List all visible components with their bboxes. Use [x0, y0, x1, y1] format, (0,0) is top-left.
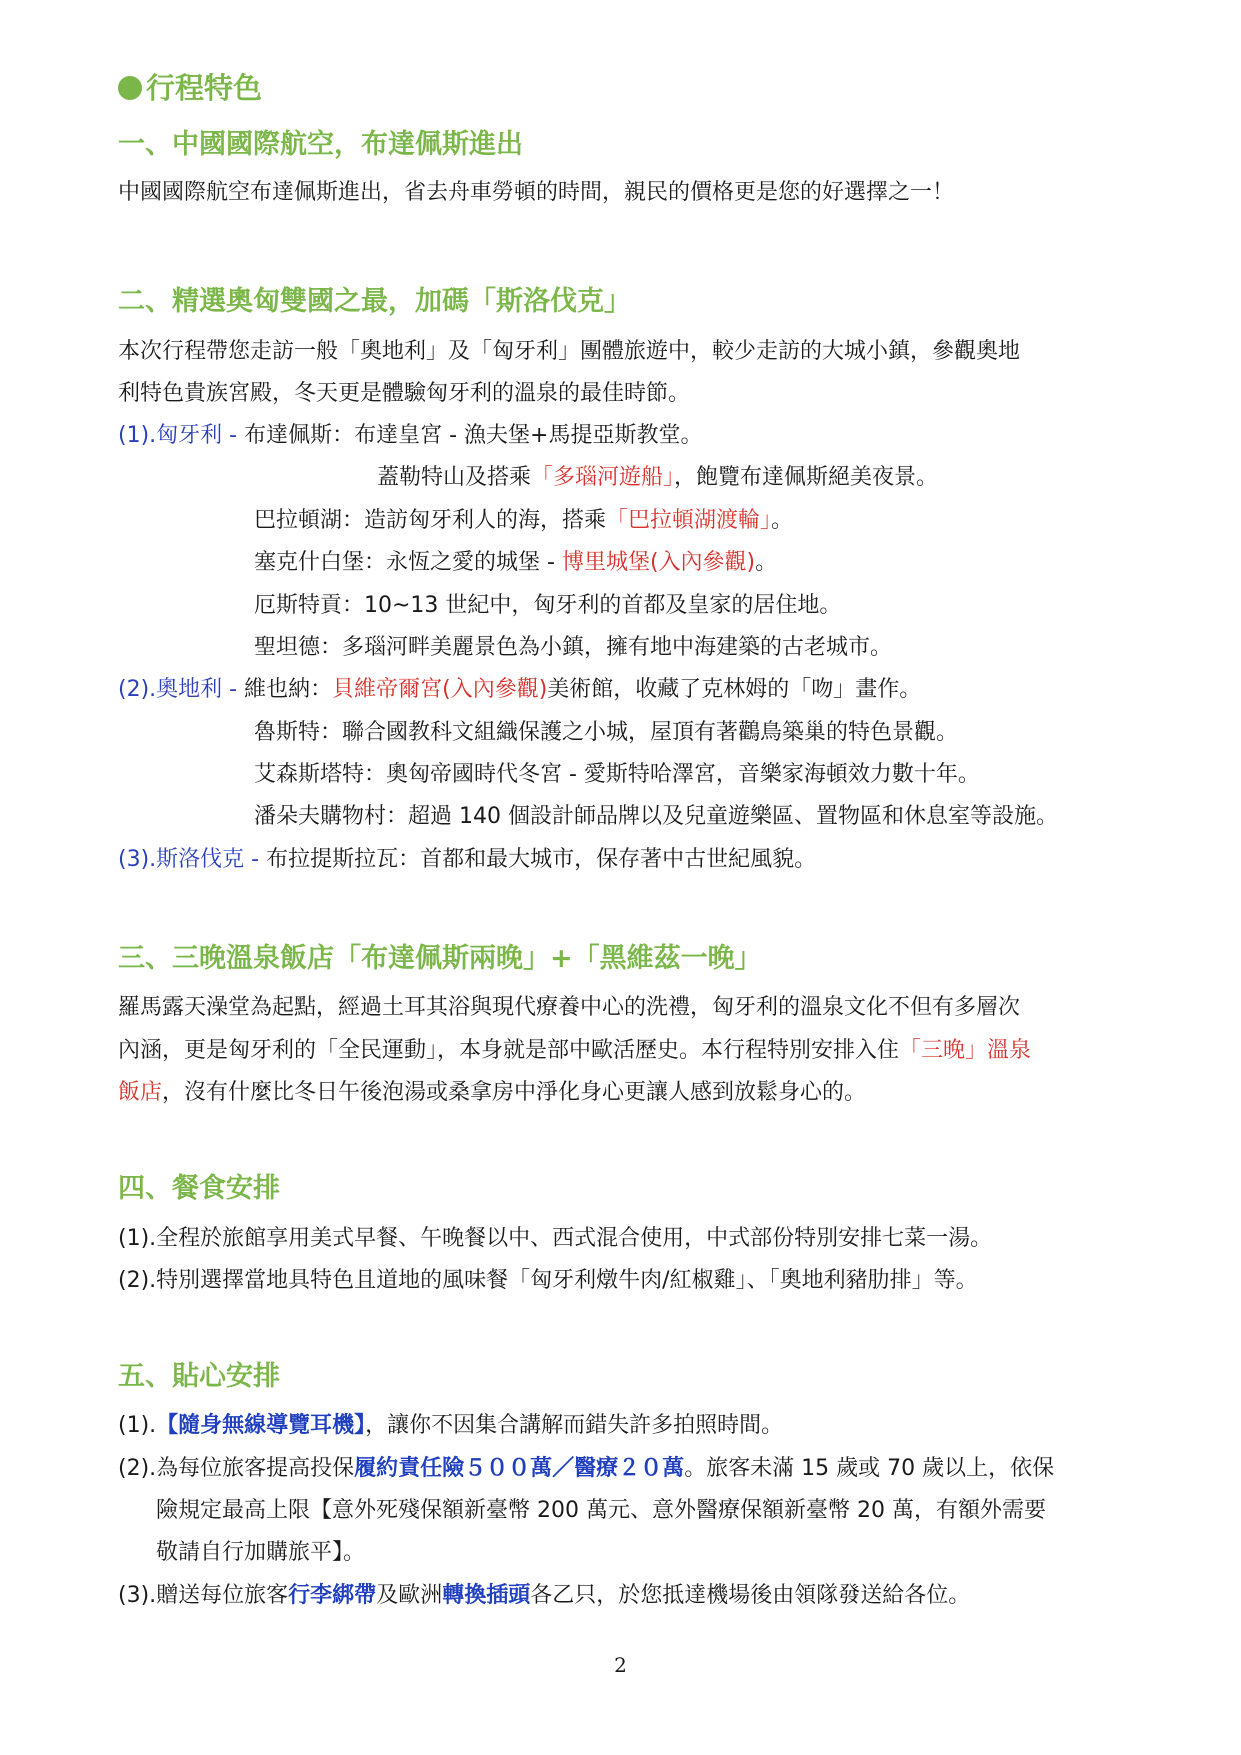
section-2-intro-line-2: 利特色貴族宮殿，冬天更是體驗匈牙利的溫泉的最佳時節。 — [118, 381, 691, 406]
hungary-line-2: 蓋勒特山及搭乘「多瑙河遊船」，飽覽布達佩斯絕美夜景。 — [377, 465, 939, 490]
slovakia-label: (3).斯洛伐克 - — [118, 847, 267, 872]
austria-label: (2).奧地利 - — [118, 677, 245, 702]
section-5-line-1: (1).【隨身無線導覽耳機】，讓你不因集合講解而錯失許多拍照時間。 — [118, 1413, 784, 1438]
section-1-body: 中國國際航空布達佩斯進出，省去舟車勞頓的時間，親民的價格更是您的好選擇之一！ — [118, 180, 955, 205]
hungary-line-4: 塞克什白堡：永恆之愛的城堡 - 博里城堡(入內參觀)。 — [254, 550, 778, 575]
section-5-line-5: (3).贈送每位旅客行李綁帶及歐洲轉換插頭各乙只，於您抵達機場後由領隊發送給各位。 — [118, 1583, 971, 1608]
section-5-line-2: (2).為每位旅客提高投保履約責任險５００萬／醫療２０萬。旅客未滿 15 歲或 70 歲以上，依保 — [118, 1456, 1055, 1481]
hungary-line-3: 巴拉頓湖：造訪匈牙利人的海，搭乘「巴拉頓湖渡輪」。 — [254, 508, 794, 533]
luggage-strap-highlight: 行李綁帶 — [288, 1583, 377, 1608]
section-4-heading: 四、餐食安排 — [118, 1173, 280, 1204]
page-title: 行程特色 — [118, 70, 262, 106]
danube-cruise-highlight: 「多瑙河遊船」 — [531, 465, 675, 490]
hungary-line-6: 聖坦德：多瑙河畔美麗景色為小鎮，擁有地中海建築的古老城市。 — [254, 635, 893, 660]
section-4-line-2: (2).特別選擇當地具特色且道地的風味餐「匈牙利燉牛肉/紅椒雞」、「奧地利豬肋排」等。 — [118, 1268, 978, 1293]
hungary-line-1: (1).匈牙利 - 布達佩斯：布達皇宮 - 漁夫堡+馬提亞斯教堂。 — [118, 423, 703, 448]
bullet-dot-icon — [118, 76, 142, 100]
austria-line-3: 艾森斯塔特：奧匈帝國時代冬宮 - 愛斯特哈澤宮，音樂家海頓效力數十年。 — [254, 762, 980, 787]
section-3-heading: 三、三晚溫泉飯店「布達佩斯兩晚」+「黑維茲一晚」 — [118, 943, 762, 974]
three-nights-highlight: 「三晚」溫泉 — [899, 1038, 1032, 1063]
insurance-highlight: 履約責任險５００萬／醫療２０萬 — [354, 1456, 685, 1481]
austria-line-4: 潘朵夫購物村：超過 140 個設計師品牌以及兒童遊樂區、置物區和休息室等設施。 — [254, 804, 1058, 829]
hotel-highlight: 飯店 — [118, 1080, 163, 1105]
slovakia-line-1: (3).斯洛伐克 - 布拉提斯拉瓦：首都和最大城市，保存著中古世紀風貌。 — [118, 847, 817, 872]
section-5-heading: 五、貼心安排 — [118, 1361, 280, 1392]
section-2-heading: 二、精選奧匈雙國之最，加碼「斯洛伐克」 — [118, 286, 631, 317]
austria-line-1: (2).奧地利 - 維也納：貝維帝爾宮(入內參觀)美術館，收藏了克林姆的「吻」畫作。 — [118, 677, 922, 702]
bory-castle-highlight: 博里城堡(入內參觀) — [561, 550, 756, 575]
austria-line-2: 魯斯特：聯合國教科文組織保護之小城，屋頂有著鸛鳥築巢的特色景觀。 — [254, 720, 959, 745]
adapter-highlight: 轉換插頭 — [442, 1583, 531, 1608]
section-3-line-2: 內涵，更是匈牙利的「全民運動」，本身就是部中歐活歷史。本行程特別安排入住「三晚」溫泉 — [118, 1038, 1032, 1063]
section-3-line-3: 飯店，沒有什麼比冬日午後泡湯或桑拿房中淨化身心更讓人感到放鬆身心的。 — [118, 1080, 867, 1105]
section-1-heading: 一、中國國際航空，布達佩斯進出 — [118, 129, 523, 160]
section-3-line-1: 羅馬露天澡堂為起點，經過土耳其浴與現代療養中心的洗禮，匈牙利的溫泉文化不但有多層次 — [118, 995, 1021, 1020]
section-2-intro-line-1: 本次行程帶您走訪一般「奧地利」及「匈牙利」團體旅遊中，較少走訪的大城小鎮，參觀奧地 — [118, 339, 1021, 364]
balaton-ferry-highlight: 「巴拉頓湖渡輪」 — [606, 508, 772, 533]
section-5-line-3: 險規定最高上限【意外死殘保額新臺幣 200 萬元、意外醫療保額新臺幣 20 萬，有額外需要 — [156, 1498, 1046, 1523]
audio-guide-highlight: 【隨身無線導覽耳機】 — [156, 1413, 366, 1438]
hungary-line-5: 厄斯特貢：10~13 世紀中，匈牙利的首都及皇家的居住地。 — [254, 593, 842, 618]
belvedere-highlight: 貝維帝爾宮(入內參觀) — [332, 677, 548, 702]
page-number: 2 — [614, 1653, 627, 1677]
section-4-line-1: (1).全程於旅館享用美式早餐、午晚餐以中、西式混合使用，中式部份特別安排七菜一湯。 — [118, 1226, 993, 1251]
section-5-line-4: 敬請自行加購旅平】。 — [156, 1540, 366, 1565]
hungary-label: (1).匈牙利 - — [118, 423, 245, 448]
